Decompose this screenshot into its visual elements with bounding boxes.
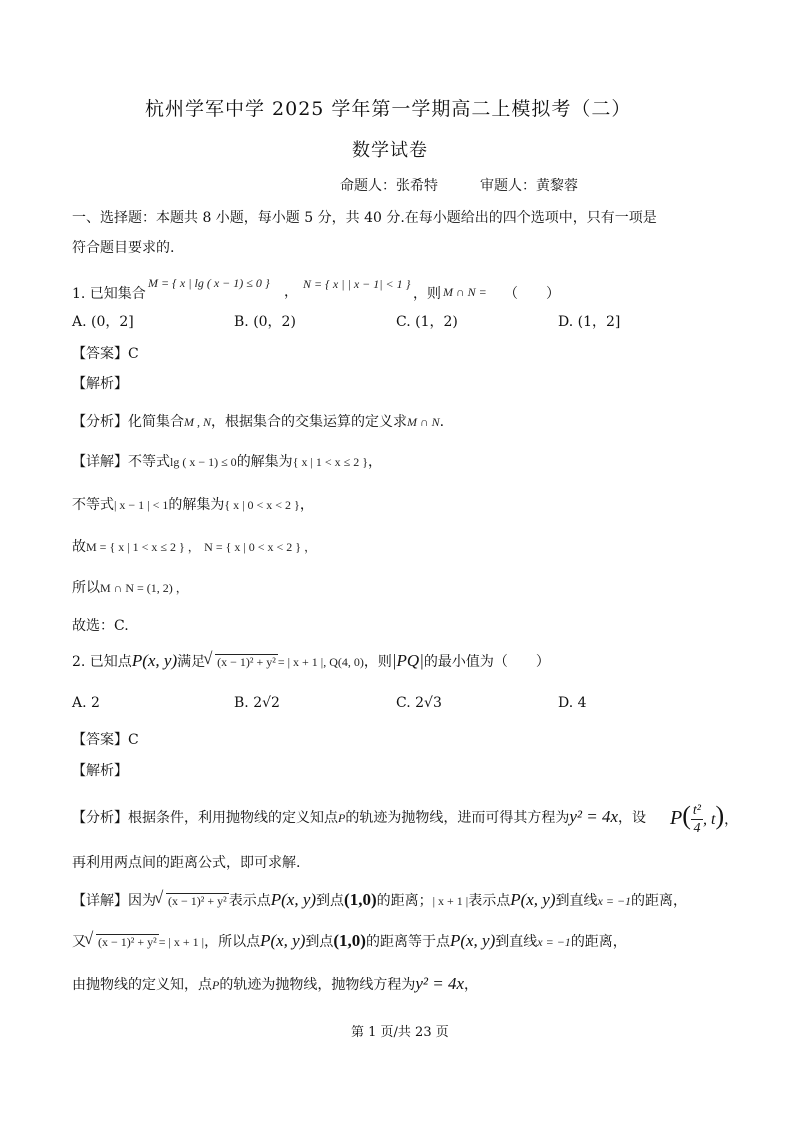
q1-set-m: M = { x | lg ( x − 1) ≤ 0 } [148, 276, 270, 290]
q2-d1-c: 到点 [316, 893, 345, 909]
q2-d2-sqrt [86, 933, 159, 951]
q2-d1-sqrt [156, 892, 229, 910]
q1-analysis-a: 【分析】化简集合 [72, 414, 184, 430]
q1-l3-n: N = { x | 0 < x < 2 } ， [204, 540, 317, 554]
q1-set-n: N = { x | | x − 1| < 1 } [303, 277, 411, 291]
q1-detail-3 [72, 538, 316, 556]
q2-d2-sqrt-content: (x − 1)² + y² [98, 935, 157, 949]
q1-l2-b: 的解集为 [168, 497, 225, 513]
q2-d2-b: ，所以点 [204, 934, 261, 950]
q1-detail-b: 的解集为 [236, 454, 293, 470]
q2-d2-line: x = −1 [537, 935, 571, 949]
q2-option-a: A. 2 [72, 695, 100, 711]
q2-d1-pt: (1,0) [344, 890, 377, 909]
q1-option-c: C. (1，2) [396, 314, 458, 330]
q2-d2-eq: = | x + 1 | [158, 935, 205, 949]
q1-option-d: D. (1，2] [558, 314, 621, 330]
q1-detail-a: 【详解】不等式 [72, 454, 170, 470]
q1-l2-ineq: | x − 1 | < 1 [114, 498, 169, 512]
q2-d1-d: 的距离； [376, 893, 433, 909]
q2-d3-a: 由抛物线的定义知，点 [72, 977, 212, 993]
q1-l3-a: 故 [72, 539, 86, 555]
q2-d1-p: P(x, y) [270, 890, 317, 909]
q1-l2-set: { x | 0 < x < 2 } [224, 498, 300, 512]
q2-an-point-frac [691, 802, 703, 837]
q1-expr: M ∩ N = [443, 285, 487, 299]
q2-d1-p2: P(x, y) [510, 890, 556, 909]
q1-l2-c: ， [299, 497, 314, 513]
q2-d2-e: 到直线 [495, 934, 538, 950]
q2-an-point-p: P [670, 807, 683, 829]
q2-d2-pt: (1,0) [333, 931, 366, 950]
q2-d1-e: 表示点 [468, 893, 511, 909]
page-number: 第 1 页/共 23 页 [351, 1025, 449, 1040]
q2-an-point-num: t² [692, 802, 701, 818]
q2-an-eq: y² = 4x [569, 807, 619, 826]
q1-analysis-mn2: M ∩ N [407, 415, 440, 429]
q2-option-c: C. 2√3 [396, 695, 442, 711]
q1-detail-4 [72, 579, 188, 597]
q2-detail-3 [72, 975, 478, 994]
q2-d1-b: 表示点 [228, 893, 271, 909]
q1-l4-a: 所以 [72, 580, 100, 596]
q2-stem-c: ，则 [363, 654, 392, 670]
q1-analysis-b: ，根据集合的交集运算的定义求 [211, 414, 407, 430]
q2-stem-a: 2. 已知点 [72, 654, 132, 670]
q2-point-p: P(x, y) [131, 651, 178, 670]
q1-option-a: A. (0，2] [72, 314, 134, 330]
q1-detail-c: ， [367, 454, 382, 470]
q1-l2-a: 不等式 [72, 497, 114, 513]
q2-sqrt-content: (x − 1)² + y² [217, 655, 276, 669]
q1-comma: ， [284, 284, 298, 300]
q1-analysis-label: 【解析】 [72, 376, 128, 392]
q2-d2-p2: P(x, y) [449, 931, 496, 950]
q1-analysis-mn: M , N [184, 415, 211, 429]
q1-detail-2 [72, 496, 314, 514]
q1-analysis [72, 413, 444, 431]
q2-detail-2 [72, 932, 627, 951]
q1-bracket: （ ） [504, 286, 560, 302]
authors-line: 命题人：张希特 审题人：黄黎蓉 [340, 178, 578, 194]
q2-an-c: ，设 [618, 810, 647, 826]
q1-l4-expr: M ∩ N = (1, 2) ， [100, 581, 188, 595]
q2-analysis-1 [72, 808, 646, 827]
q2-d1-a: 【详解】因为 [72, 893, 156, 909]
q1-detail-set: { x | 1 < x ≤ 2 } [292, 455, 368, 469]
q2-d2-f: 的距离， [570, 934, 627, 950]
q2-d2-a: 又 [72, 934, 86, 950]
q2-analysis-2: 再利用两点间的距离公式，即可求解. [72, 855, 301, 871]
q2-an-point-comma: ， [724, 813, 739, 828]
q1-l3-m: M = { x | 1 < x ≤ 2 } ， [86, 540, 200, 554]
q2-detail-1 [72, 891, 687, 910]
q2-d1-f: 到直线 [555, 893, 598, 909]
q2-stem-d: 的最小值为（ ） [423, 654, 550, 670]
q2-answer: 【答案】C [72, 732, 139, 748]
q2-d1-line: x = −1 [597, 894, 632, 908]
q2-pq: |PQ| [391, 651, 424, 670]
q2-d3-c: ， [464, 977, 479, 993]
section-heading: 一、选择题：本题共 8 小题，每小题 5 分，共 40 分.在每小题给出的四个选项中，只有一项是 [72, 210, 657, 226]
q2-option-d: D. 4 [558, 695, 587, 711]
q1-option-b: B. (0，2) [234, 314, 296, 330]
q2-an-p: P [338, 811, 346, 825]
q2-an-point-t: , t [702, 811, 716, 828]
q1-detail-ineq: lg ( x − 1) ≤ 0 [170, 455, 237, 469]
q1-answer: 【答案】C [72, 346, 139, 362]
q2-d1-g: 的距离， [631, 893, 688, 909]
q2-sqrt [205, 653, 278, 671]
section-heading-cont: 符合题目要求的. [72, 240, 175, 256]
q1-choice: 故选：C. [72, 618, 129, 634]
q2-d3-b: 的轨迹为抛物线，抛物线方程为 [219, 977, 416, 993]
q2-an-point [670, 793, 738, 839]
q2-d1-abs: | x + 1 | [432, 894, 469, 908]
q2-d3-eq: y² = 4x [415, 974, 465, 993]
q2-an-point-rparen: ) [715, 801, 725, 830]
q2-an-point-lparen: ( [682, 801, 691, 830]
q1-stem-prefix: 1. 已知集合 [72, 286, 146, 302]
q2-d2-d: 的距离等于点 [365, 934, 450, 950]
q2-d3-p: P [212, 978, 220, 992]
q1-then: ，则 [413, 286, 441, 302]
q2-d2-p: P(x, y) [260, 931, 306, 950]
q2-d1-sqrt-content: (x − 1)² + y² [168, 894, 227, 908]
q2-an-a: 【分析】根据条件，利用抛物线的定义知点 [72, 810, 338, 826]
q2-d2-c: 到点 [305, 934, 334, 950]
q2-stem [72, 652, 550, 671]
q2-an-b: 的轨迹为抛物线，进而可得其方程为 [345, 810, 570, 826]
q1-analysis-c: . [439, 414, 445, 430]
q2-eq-rest: = | x + 1 |, Q(4, 0) [277, 655, 364, 669]
q2-option-b: B. 2√2 [234, 695, 280, 711]
q1-detail-1 [72, 453, 382, 471]
q2-stem-b: 满足 [177, 654, 206, 670]
subject-title: 数学试卷 [352, 140, 428, 161]
exam-title: 杭州学军中学 2025 学年第一学期高二上模拟考（二） [145, 98, 632, 120]
q2-an-point-den: 4 [693, 820, 701, 836]
q2-analysis-label: 【解析】 [72, 763, 128, 779]
